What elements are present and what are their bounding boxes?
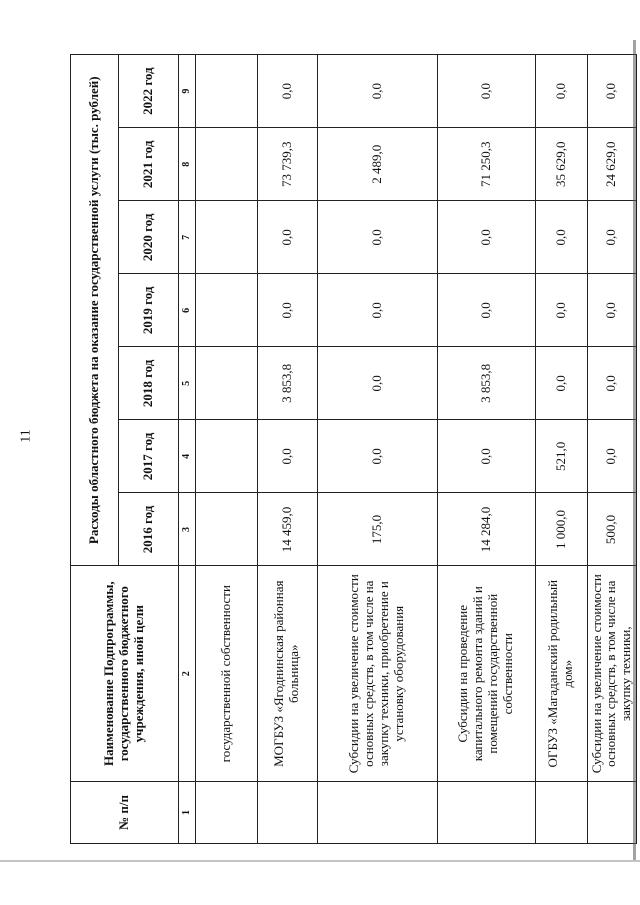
header-year-2019: 2019 год: [119, 274, 179, 347]
value-cell: 24 629,0: [587, 128, 637, 201]
row-num-cell: [587, 781, 637, 843]
value-cell: 0,0: [257, 201, 317, 274]
value-cell: [195, 55, 257, 128]
value-cell: 14 284,0: [437, 493, 535, 566]
row-num-cell: [437, 781, 535, 843]
value-cell: 521,0: [535, 420, 587, 493]
row-num-cell: [195, 781, 257, 843]
table-row: [587, 55, 637, 844]
scan-edge-mark: [0, 860, 640, 862]
value-cell: 0,0: [587, 274, 637, 347]
row-name-cell: Субсидии на увеличение стоимости основных средств, в том числе на закупку техники,: [587, 566, 637, 781]
value-cell: 3 853,8: [437, 347, 535, 420]
row-num-cell: [535, 781, 587, 843]
expenses-table: [70, 54, 637, 844]
header-year-2018: 2018 год: [119, 347, 179, 420]
index-cell: 5: [179, 347, 196, 420]
value-cell: 0,0: [535, 274, 587, 347]
header-year-2020: 2020 год: [119, 201, 179, 274]
row-name-cell: государственной собственности: [195, 566, 257, 781]
value-cell: [195, 347, 257, 420]
value-cell: [195, 128, 257, 201]
rotated-table-wrapper: [70, 54, 634, 844]
scan-edge-mark: [633, 40, 636, 860]
value-cell: 0,0: [587, 55, 637, 128]
value-cell: [195, 274, 257, 347]
value-cell: 1 000,0: [535, 493, 587, 566]
row-name-cell: ОГБУЗ «Магаданский родильный дом»: [535, 566, 587, 781]
value-cell: 0,0: [317, 55, 437, 128]
index-cell: 7: [179, 201, 196, 274]
value-cell: 0,0: [317, 274, 437, 347]
row-num-cell: [317, 781, 437, 843]
value-cell: 0,0: [317, 201, 437, 274]
index-cell: 2: [179, 566, 196, 781]
table-row: [195, 55, 257, 844]
table-row: [535, 55, 587, 844]
row-name-cell: МОГБУЗ «Ягоднинская районная больница»: [257, 566, 317, 781]
value-cell: 0,0: [317, 347, 437, 420]
value-cell: [195, 420, 257, 493]
index-cell: 3: [179, 493, 196, 566]
value-cell: 0,0: [257, 274, 317, 347]
value-cell: 175,0: [317, 493, 437, 566]
index-cell: 1: [179, 781, 196, 843]
header-year-2021: 2021 год: [119, 128, 179, 201]
value-cell: 14 459,0: [257, 493, 317, 566]
header-num: № п/п: [71, 781, 179, 843]
value-cell: 3 853,8: [257, 347, 317, 420]
value-cell: 71 250,3: [437, 128, 535, 201]
value-cell: 500,0: [587, 493, 637, 566]
value-cell: 0,0: [535, 201, 587, 274]
value-cell: 0,0: [587, 420, 637, 493]
value-cell: 0,0: [587, 347, 637, 420]
page-number: 11: [18, 429, 34, 443]
header-year-2022: 2022 год: [119, 55, 179, 128]
table-row: [257, 55, 317, 844]
value-cell: [195, 493, 257, 566]
index-cell: 9: [179, 55, 196, 128]
index-cell: 6: [179, 274, 196, 347]
table-row: [437, 55, 535, 844]
header-name: Наименование Подпрограммы, государственного бюджетного учреждения, иной цели: [71, 566, 179, 781]
table-row: [317, 55, 437, 844]
index-cell: 4: [179, 420, 196, 493]
header-year-2017: 2017 год: [119, 420, 179, 493]
value-cell: 0,0: [257, 420, 317, 493]
value-cell: 2 489,0: [317, 128, 437, 201]
value-cell: 0,0: [437, 420, 535, 493]
value-cell: 0,0: [535, 347, 587, 420]
header-expenses-group: Расходы областного бюджета на оказание государственной услуги (тыс. рублей): [71, 55, 119, 566]
value-cell: 0,0: [437, 201, 535, 274]
index-cell: 8: [179, 128, 196, 201]
row-name-cell: Субсидии на проведение капитального ремонта зданий и помещений государственной собственности: [437, 566, 535, 781]
row-name-cell: Субсидии на увеличение стоимости основных средств, в том числе на закупку техники, приобретение и установку оборудования: [317, 566, 437, 781]
row-num-cell: [257, 781, 317, 843]
value-cell: 0,0: [535, 55, 587, 128]
value-cell: 35 629,0: [535, 128, 587, 201]
value-cell: 0,0: [437, 274, 535, 347]
value-cell: 73 739,3: [257, 128, 317, 201]
value-cell: 0,0: [257, 55, 317, 128]
value-cell: [195, 201, 257, 274]
value-cell: 0,0: [587, 201, 637, 274]
value-cell: 0,0: [437, 55, 535, 128]
value-cell: 0,0: [317, 420, 437, 493]
header-year-2016: 2016 год: [119, 493, 179, 566]
